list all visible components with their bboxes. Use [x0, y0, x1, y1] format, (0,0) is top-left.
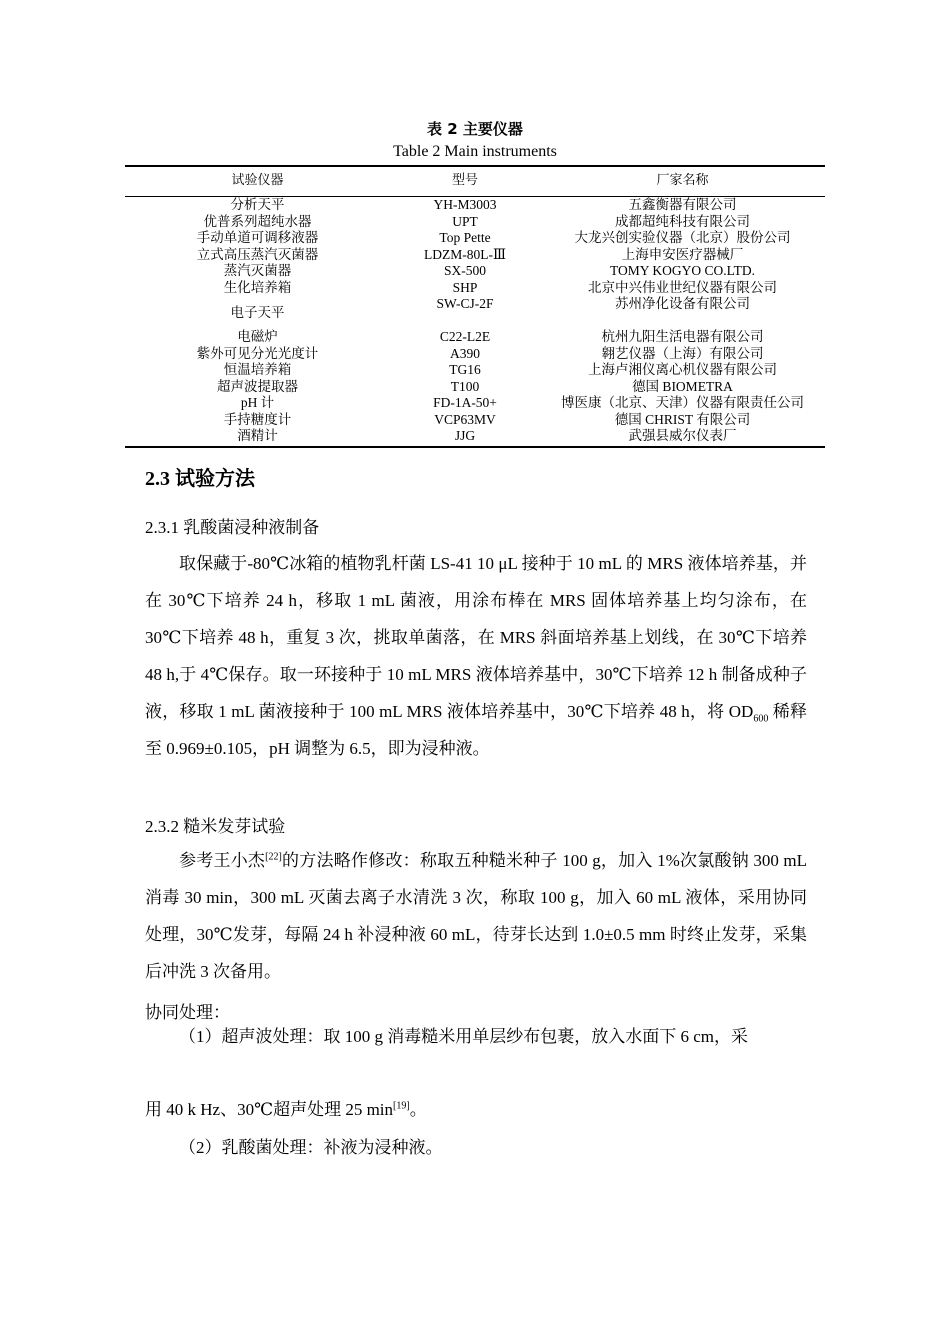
- table-cell-instrument: 恒温培养箱: [223, 362, 292, 377]
- table-cell-manufacturer: 北京中兴伟业世纪仪器有限公司: [588, 279, 777, 295]
- table-cell-model: VCP63MV: [434, 411, 496, 427]
- table-top-rule: [125, 165, 825, 167]
- table-cell-instrument: 优普系列超纯水器: [203, 213, 312, 229]
- table-cell-manufacturer: 德国 CHRIST 有限公司: [614, 411, 751, 427]
- table-cell-model: LDZM-80L-Ⅲ: [423, 246, 506, 262]
- table-cell-instrument: 立式高压蒸汽灭菌器: [196, 246, 319, 262]
- citation-19: [19]: [393, 1100, 410, 1112]
- table-cell-instrument: 紫外可见分光光度计: [196, 345, 319, 361]
- table-bottom-rule: [125, 446, 825, 448]
- table-caption-en: Table 2 Main instruments: [393, 143, 557, 160]
- table-cell-model: T100: [450, 378, 480, 394]
- table-cell-instrument: 酒精计: [237, 428, 278, 443]
- paragraph-text: 取保藏于-80℃冰箱的植物乳杆菌 LS-41 10 μL 接种于 10 mL 的 MRS 液体培养基，并在 30℃下培养 24 h，移取 1 mL 菌液，用涂布棒在 MRS 固体培养基上均匀涂布，在 30℃下培养 48 h，重复 3 次，挑取单菌落，在 MRS 斜面培养基上划线，在 30℃下培养 48 h,于 4℃保存。取一环接种于 10 mL MRS 液体培养基中，30℃下培养 12 h 制备成种子液，移取 1 mL 菌液接种于 100 mL MRS 液体培养基中，30℃下培养 48 h，将 OD: [145, 554, 807, 721]
- subsection-heading-2-3-2: 2.3.2 糙米发芽试验: [145, 817, 286, 836]
- table-cell-manufacturer: 苏州净化设备有限公司: [615, 296, 750, 311]
- item-text: 用 40 k Hz、30℃超声处理 25 min: [145, 1100, 394, 1119]
- table-cell-instrument: 分析天平: [230, 197, 285, 212]
- table-cell-manufacturer: 博医康（北京、天津）仪器有限责任公司: [561, 395, 804, 410]
- subsection-heading-2-3-1: 2.3.1 乳酸菌浸种液制备: [145, 518, 320, 537]
- table-cell-instrument: 电磁炉: [237, 329, 278, 344]
- table-cell-model: SHP: [452, 279, 478, 295]
- od-subscript: 600: [753, 713, 769, 725]
- ultrasonic-item-line1: （1）超声波处理：取 100 g 消毒糙米用单层纱布包裹，放入水面下 6 cm，采: [179, 1027, 749, 1046]
- table-header-model: 型号: [451, 173, 478, 188]
- table-cell-instrument: pH 计: [240, 395, 275, 410]
- table-cell-instrument: 电子天平: [230, 305, 285, 320]
- table-cell-model: TG16: [449, 362, 481, 377]
- paragraph-germination: [145, 842, 807, 990]
- table-cell-model: C22-L2E: [439, 329, 491, 344]
- table-cell-instrument: 蒸汽灭菌器: [223, 263, 292, 278]
- table-header-manufacturer: 厂家名称: [656, 173, 709, 188]
- table-cell-instrument: 生化培养箱: [223, 279, 292, 295]
- table-cell-manufacturer: 上海申安医疗器械厂: [621, 246, 744, 262]
- paragraph-text: 稀释至 0.969±0.105，pH 调整为 6.5，即为浸种液。: [145, 702, 807, 758]
- table-cell-manufacturer: 翱艺仪器（上海）有限公司: [601, 345, 764, 361]
- table-cell-manufacturer: 杭州九阳生活电器有限公司: [601, 329, 764, 344]
- table-cell-manufacturer: 德国 BIOMETRA: [632, 378, 733, 394]
- table-caption-cn: 表 2 主要仪器: [427, 120, 523, 138]
- table-cell-manufacturer: 上海卢湘仪离心机仪器有限公司: [588, 362, 777, 377]
- section-heading: 2.3 试验方法: [145, 468, 255, 490]
- table-cell-model: Top Pette: [439, 230, 491, 245]
- lactic-item: （2）乳酸菌处理：补液为浸种液。: [179, 1138, 443, 1157]
- table-header-instrument: 试验仪器: [231, 173, 284, 188]
- table-cell-instrument: 超声波提取器: [217, 378, 298, 394]
- table-cell-model: FD-1A-50+: [433, 395, 497, 410]
- table-cell-model: UPT: [452, 213, 478, 229]
- item-text: 。: [409, 1100, 427, 1119]
- table-cell-model: JJG: [454, 428, 476, 443]
- table-cell-manufacturer: 成都超纯科技有限公司: [615, 213, 750, 229]
- paragraph-text: 参考王小杰: [179, 851, 266, 870]
- table-cell-manufacturer: TOMY KOGYO CO.LTD.: [609, 263, 755, 278]
- table-cell-model: YH-M3003: [433, 197, 497, 212]
- table-cell-manufacturer: 五鑫衡器有限公司: [628, 197, 737, 212]
- co-treatment-label: 协同处理：: [145, 1003, 230, 1022]
- table-cell-instrument: 手持糖度计: [223, 411, 292, 427]
- table-cell-model: SX-500: [443, 263, 486, 278]
- paragraph-inoculant-prep: [145, 545, 807, 767]
- citation-22: [22]: [265, 851, 282, 863]
- table-cell-manufacturer: 大龙兴创实验仪器（北京）股份公司: [574, 230, 791, 245]
- ultrasonic-item-line2: [145, 1095, 427, 1120]
- table-cell-manufacturer: 武强县威尔仪表厂: [628, 428, 737, 443]
- table-cell-model: A390: [450, 345, 480, 361]
- table-cell-model: SW-CJ-2F: [436, 296, 494, 311]
- table-cell-instrument: 手动单道可调移液器: [196, 230, 319, 245]
- paragraph-text: 的方法略作修改：称取五种糙米种子 100 g，加入 1%次氯酸钠 300 mL 消毒 30 min，300 mL 灭菌去离子水清洗 3 次，称取 100 g，加入 60 mL 液体，采用协同处理，30℃发芽，每隔 24 h 补浸种液 60 mL，待芽长达到 1.0±0.5 mm 时终止发芽，采集后冲洗 3 次备用。: [145, 851, 807, 981]
